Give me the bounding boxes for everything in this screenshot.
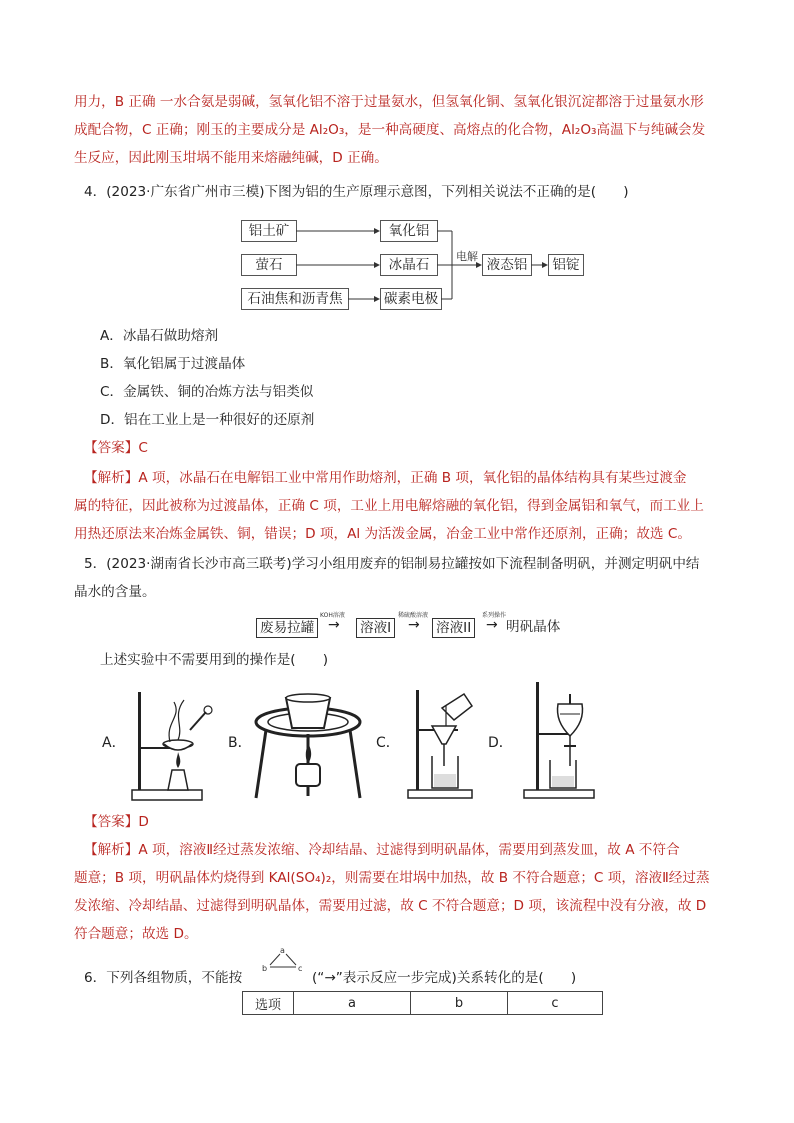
can-box: 废易拉罐 bbox=[256, 618, 318, 638]
analysis-line: 属的特征，因此被称为过渡晶体，正确 C 项，工业上用电解熔融的氧化铝，得到金属铝和氧气，而工业上 bbox=[74, 498, 704, 514]
flow-arrow: → bbox=[328, 617, 340, 633]
separatory-funnel-apparatus-icon bbox=[520, 680, 600, 802]
steps-label: 系列操作 bbox=[482, 612, 507, 619]
diagram-arrows bbox=[0, 0, 794, 340]
analysis-line: 发浓缩、冷却结晶、过滤得到明矾晶体，需要用过滤，故 C 不符合题意；D 项，该流程中没有分液，故 D bbox=[74, 898, 707, 914]
option-c: C．金属铁、铜的冶炼方法与铝类似 bbox=[100, 384, 314, 400]
flow-arrow: → bbox=[486, 617, 498, 633]
ingot-box: 铝锭 bbox=[548, 254, 584, 276]
tri-label-b: b bbox=[262, 964, 268, 973]
crystal-label: 明矾晶体 bbox=[506, 619, 561, 635]
acid-label: 稀硫酸溶液 bbox=[398, 612, 429, 619]
table-header-cell: c bbox=[508, 992, 603, 1015]
analysis-line: 题意；B 项，明矾晶体灼烧得到 KAl(SO₄)₂，则需要在坩埚中加热，故 B 不符合题意；C 项，溶液Ⅱ经过蒸 bbox=[74, 870, 710, 886]
analysis-line: 【解析】A 项，冰晶石在电解铝工业中常用作助熔剂，正确 B 项，氧化铝的晶体结构具有某些过渡金 bbox=[84, 470, 687, 486]
carbon-electrode-box: 碳素电极 bbox=[380, 288, 442, 310]
tri-label-c: c bbox=[298, 964, 303, 973]
apparatus-b-label: B． bbox=[228, 735, 252, 751]
crucible-apparatus-icon bbox=[248, 684, 368, 804]
option-a: A．冰晶石做助熔剂 bbox=[100, 328, 219, 344]
analysis-line: 符合题意；故选 D。 bbox=[74, 926, 198, 942]
table-header-row bbox=[243, 992, 603, 1015]
coke-box: 石油焦和沥青焦 bbox=[241, 288, 349, 310]
apparatus-a-label: A． bbox=[102, 735, 126, 751]
evaporating-dish-apparatus-icon bbox=[120, 682, 220, 804]
analysis-line: 用热还原法来冶炼金属铁、铜，错误；D 项，Al 为活泼金属，冶金工业中常作还原剂，正确；故选 C。 bbox=[74, 526, 691, 542]
solution-2-box: 溶液II bbox=[432, 618, 475, 638]
bauxite-box: 铝土矿 bbox=[241, 220, 297, 242]
electrolysis-label: 电解 bbox=[456, 250, 478, 263]
question-5-stem: 晶水的含量。 bbox=[74, 584, 156, 600]
answer-label: 【答案】D bbox=[84, 814, 149, 830]
table-header-cell: 选项 bbox=[243, 992, 294, 1015]
tri-label-a: a bbox=[280, 946, 285, 955]
apparatus-c-label: C． bbox=[376, 735, 400, 751]
liquid-aluminum-box: 液态铝 bbox=[482, 254, 532, 276]
question-5-stem: 5．(2023·湖南省长沙市高三联考)学习小组用废弃的铝制易拉罐按如下流程制备明矾，并测定明矾中结 bbox=[84, 556, 700, 572]
question-4-stem: 4．(2023·广东省广州市三模)下图为铝的生产原理示意图，下列相关说法不正确的是( ) bbox=[84, 184, 629, 200]
apparatus-d-label: D． bbox=[488, 735, 513, 751]
option-d: D．铝在工业上是一种很好的还原剂 bbox=[100, 412, 315, 428]
paragraph-line: 用力，B 正确 一水合氨是弱碱，氢氧化铝不溶于过量氨水，但氢氧化铜、氢氧化银沉淀都溶于过量氨水形 bbox=[74, 94, 704, 110]
option-b: B．氧化铝属于过渡晶体 bbox=[100, 356, 246, 372]
filtration-apparatus-icon bbox=[402, 686, 482, 806]
answer-label: 【答案】C bbox=[84, 440, 148, 456]
question-6-stem-prefix: 6．下列各组物质，不能按 bbox=[84, 970, 243, 986]
flow-arrow: → bbox=[408, 617, 420, 633]
table-header-cell: b bbox=[411, 992, 508, 1015]
options-table bbox=[242, 991, 603, 1015]
question-6-stem-suffix: (“→”表示反应一步完成)关系转化的是( ) bbox=[312, 970, 577, 986]
fluorite-box: 萤石 bbox=[241, 254, 297, 276]
cryolite-box: 冰晶石 bbox=[380, 254, 438, 276]
paragraph-line: 成配合物，C 正确；刚玉的主要成分是 Al₂O₃，是一种高硬度、高熔点的化合物，Al₂O₃高温下与纯碱会发 bbox=[74, 122, 706, 138]
paragraph-line: 生反应，因此刚玉坩埚不能用来熔融纯碱，D 正确。 bbox=[74, 150, 388, 166]
question-5-prompt: 上述实验中不需要用到的操作是( ) bbox=[100, 652, 329, 668]
solution-1-box: 溶液I bbox=[356, 618, 395, 638]
koh-label: KOH溶液 bbox=[320, 612, 345, 619]
triangle-arrows bbox=[262, 950, 306, 974]
alumina-box: 氧化铝 bbox=[380, 220, 438, 242]
table-header-cell: a bbox=[294, 992, 411, 1015]
analysis-line: 【解析】A 项，溶液Ⅱ经过蒸发浓缩、冷却结晶、过滤得到明矾晶体，需要用到蒸发皿，故 A 不符合 bbox=[84, 842, 680, 858]
